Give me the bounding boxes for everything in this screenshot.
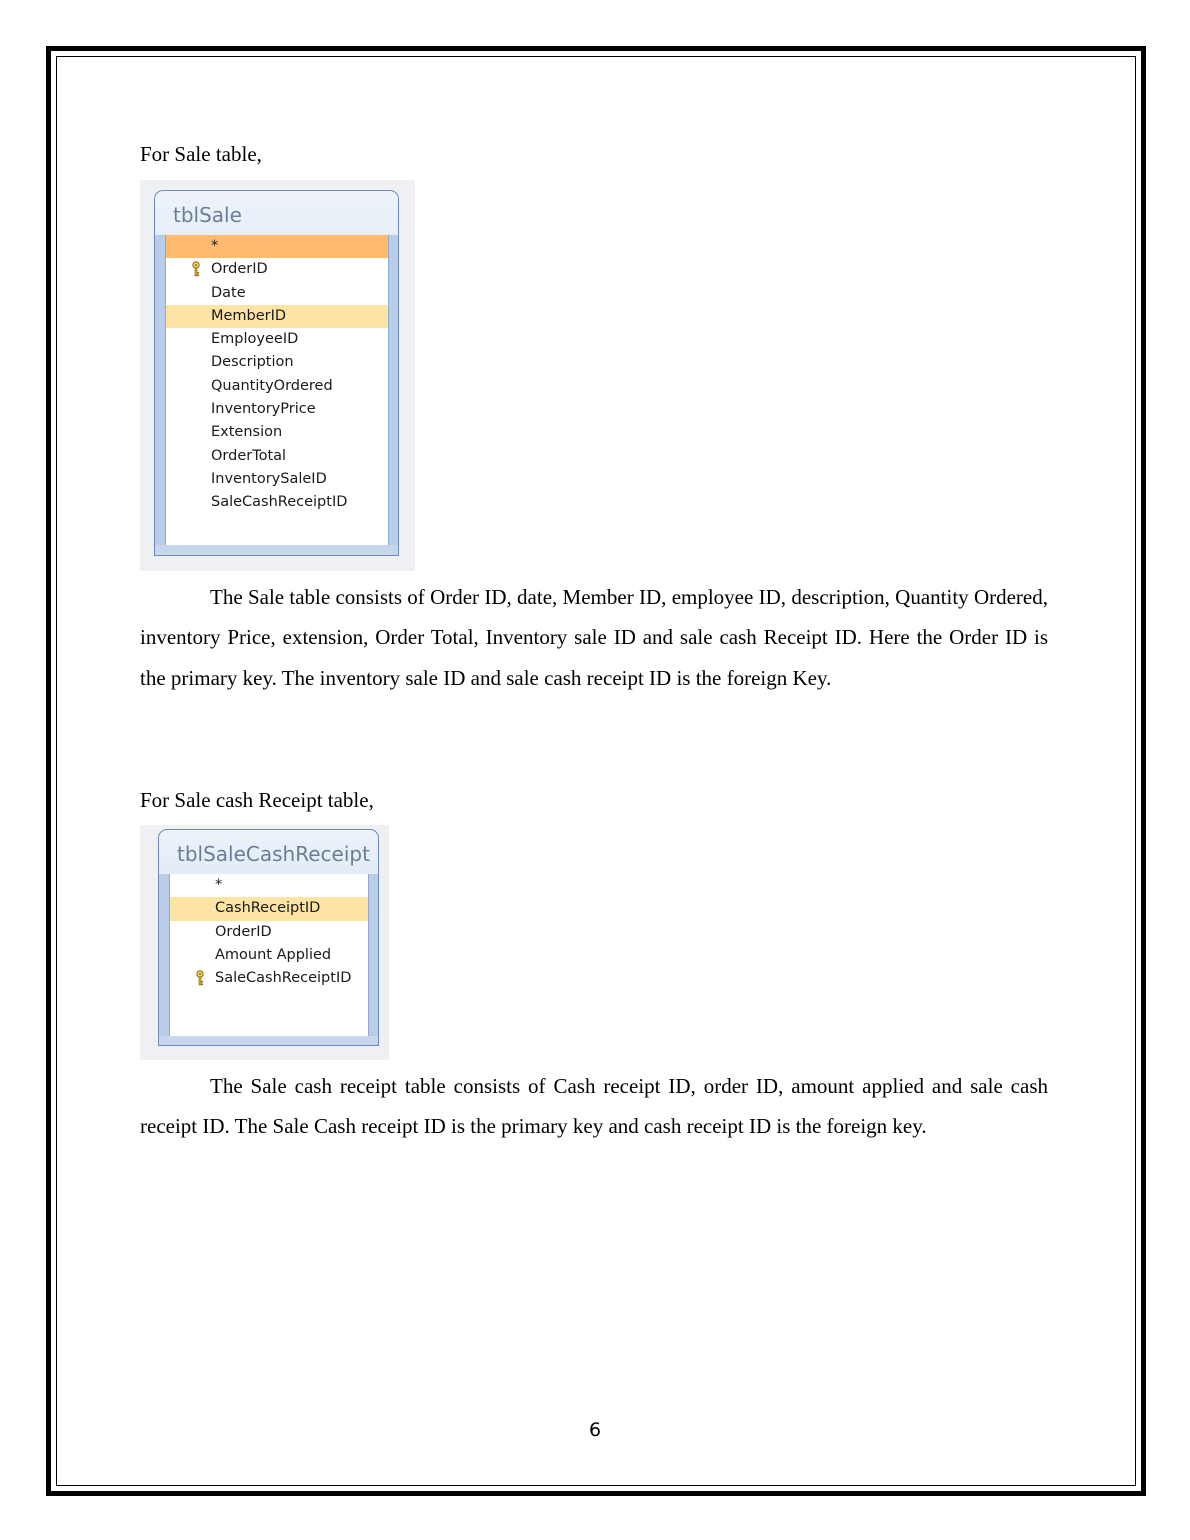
sale-table-description: The Sale table consists of Order ID, date, Member ID, employee ID, description, Quantity Ordered, inventory Price, extension, Order Total, Inventory sale ID and sale cash Receipt ID. Here the Order ID is the primary key. The inventory sale ID and sale cash receipt ID is the foreign Key. xyxy=(140,585,1048,690)
field-name: Description xyxy=(211,354,294,371)
receipt-table-frame-right xyxy=(368,874,378,1036)
receipt-field-list[interactable] xyxy=(169,874,369,1036)
field-name: InventoryPrice xyxy=(211,401,316,418)
field-row[interactable] xyxy=(166,235,388,258)
receipt-table-label: For Sale cash Receipt table, xyxy=(140,788,374,812)
receipt-table-description: The Sale cash receipt table consists of Cash receipt ID, order ID, amount applied and sale cash receipt ID. The Sale Cash receipt ID is the primary key and cash receipt ID is the foreign key. xyxy=(140,1074,1048,1139)
field-name: SaleCashReceiptID xyxy=(211,494,348,511)
field-row[interactable] xyxy=(170,921,368,944)
sale-table-label: For Sale table, xyxy=(140,142,262,166)
field-name: Extension xyxy=(211,424,283,441)
field-name: * xyxy=(215,877,223,893)
sale-table-figure xyxy=(140,180,415,571)
field-name: Amount Applied xyxy=(215,946,332,963)
field-row[interactable] xyxy=(166,468,388,491)
field-name: Date xyxy=(211,284,246,301)
receipt-table-figure xyxy=(140,825,389,1060)
receipt-table-window xyxy=(158,829,379,1046)
field-name: OrderTotal xyxy=(211,447,287,464)
primary-key-icon xyxy=(191,261,201,277)
sale-table-frame-left xyxy=(155,235,165,545)
receipt-table-title: tblSaleCashReceipt xyxy=(177,842,370,866)
page-number: 6 xyxy=(588,1419,602,1441)
field-name: * xyxy=(211,238,219,254)
field-row[interactable] xyxy=(170,874,368,897)
field-row[interactable] xyxy=(166,375,388,398)
sale-field-list[interactable] xyxy=(165,235,389,545)
field-row[interactable] xyxy=(166,445,388,468)
field-name: OrderID xyxy=(211,261,268,278)
field-row[interactable] xyxy=(166,305,388,328)
field-row[interactable] xyxy=(170,967,368,990)
field-row[interactable] xyxy=(170,897,368,920)
field-row[interactable] xyxy=(166,328,388,351)
field-name: OrderID xyxy=(215,923,272,940)
primary-key-icon xyxy=(195,970,205,986)
sale-table-frame-right xyxy=(388,235,398,545)
field-row[interactable] xyxy=(166,491,388,514)
field-row[interactable] xyxy=(166,398,388,421)
field-name: SaleCashReceiptID xyxy=(215,970,352,987)
receipt-table-frame-left xyxy=(159,874,169,1036)
sale-table-window xyxy=(154,190,399,556)
sale-table-title: tblSale xyxy=(173,203,242,227)
field-row[interactable] xyxy=(166,258,388,281)
field-name: EmployeeID xyxy=(211,331,299,348)
field-row[interactable] xyxy=(166,351,388,374)
field-row[interactable] xyxy=(166,282,388,305)
field-row[interactable] xyxy=(170,944,368,967)
field-name: MemberID xyxy=(211,307,287,324)
field-name: QuantityOrdered xyxy=(211,377,333,394)
field-row[interactable] xyxy=(166,421,388,444)
field-name: InventorySaleID xyxy=(211,470,327,487)
field-name: CashReceiptID xyxy=(215,900,321,917)
